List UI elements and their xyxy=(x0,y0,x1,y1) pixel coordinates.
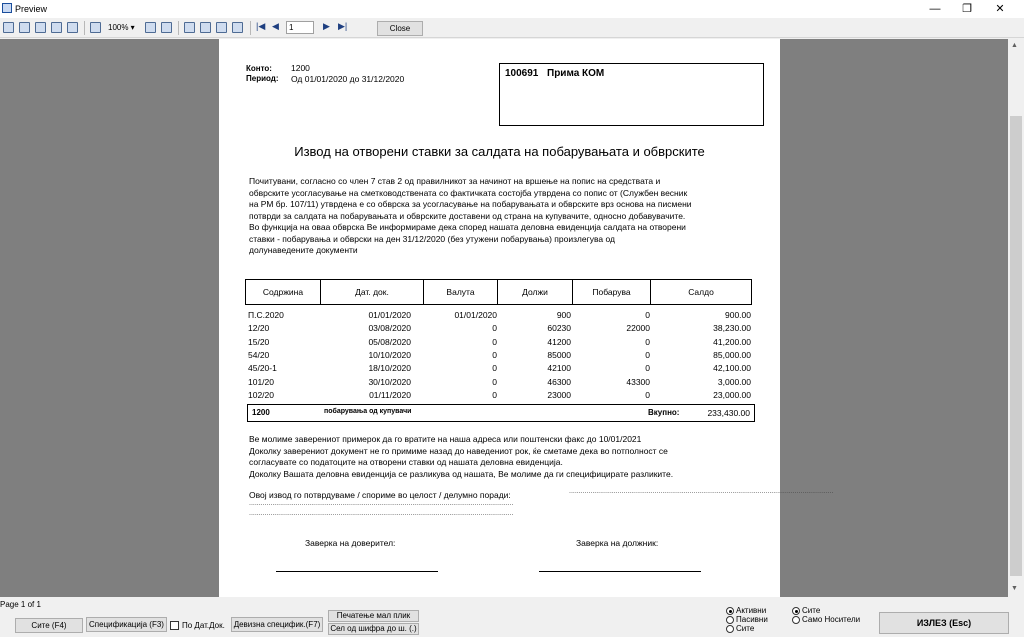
passive-radio[interactable] xyxy=(726,616,734,624)
intro-line: долунаведените документи xyxy=(249,245,358,255)
debtor-signature-label: Заверка на должник: xyxy=(576,538,659,548)
cell-credit: 43300 xyxy=(626,376,650,387)
cell-debit: 85000 xyxy=(547,349,571,360)
cell-doc-date: 10/10/2020 xyxy=(368,349,411,360)
report-page xyxy=(219,39,834,597)
dotted-line: ........................................................................................................................................ xyxy=(569,488,834,495)
total-row xyxy=(247,404,755,422)
prev-page-icon[interactable]: ◀ xyxy=(272,21,279,31)
cell-content: 54/20 xyxy=(248,349,270,360)
cell-currency: 0 xyxy=(492,376,497,387)
total-description: побарувања од купувачи xyxy=(324,408,412,415)
scroll-up-icon[interactable]: ▲ xyxy=(1011,42,1018,49)
cell-debit: 60230 xyxy=(547,323,571,334)
intro-line: потврди за салдата на побарувањата и обврските доставени од страна на купувачите, односно добавувачите. xyxy=(249,210,686,221)
creditor-signature-line xyxy=(276,571,438,572)
cell-credit: 0 xyxy=(645,349,650,360)
all-radio-label: Сите xyxy=(736,624,755,633)
cell-content: 15/20 xyxy=(248,336,270,347)
zoom-out-icon[interactable] xyxy=(145,22,156,33)
minimize-button[interactable]: — xyxy=(929,3,941,15)
all-carriers-radio[interactable] xyxy=(792,607,800,615)
column-header: Валута xyxy=(424,280,498,304)
exit-button[interactable]: ИЗЛЕЗ (Esc) xyxy=(879,612,1009,634)
total-value: 233,430.00 xyxy=(707,408,750,418)
notice-paragraph xyxy=(249,434,673,480)
find-icon[interactable] xyxy=(67,22,78,33)
document-title: Извод на отворени ставки за салдата на побарувањата и обврските xyxy=(294,144,705,159)
notice-line: Доколку Вашата деловна евиденција се разликува од нашата, Ве молиме да ги специфицирате разликите. xyxy=(249,468,674,479)
print-envelope-button[interactable]: Печатење мал плик xyxy=(328,610,419,622)
title-bar xyxy=(0,0,1024,18)
active-radio[interactable] xyxy=(726,607,734,615)
last-page-icon[interactable]: ▶| xyxy=(338,21,348,31)
cell-credit: 0 xyxy=(645,363,650,374)
column-header: Дат. док. xyxy=(321,280,424,304)
carriers-only-label: Само Носители xyxy=(802,615,861,624)
by-date-label: По Дат.Док. xyxy=(182,621,225,630)
cell-credit: 0 xyxy=(645,389,650,400)
select-code-range-button[interactable]: Сел од шифра до ш. (.) xyxy=(328,623,419,635)
period-value: Од 01/01/2020 до 31/12/2020 xyxy=(291,74,405,84)
confirm-text: Овој извод го потврдуваме / спориме во целост / делумно поради: xyxy=(249,490,511,500)
carriers-only-radio[interactable] xyxy=(792,616,800,624)
toolbar-separator xyxy=(250,21,251,35)
column-header: Побарува xyxy=(573,280,651,304)
zoom-select[interactable]: 100% ▾ xyxy=(108,23,135,32)
dotted-line: ........................................................................................................................................ xyxy=(249,500,514,507)
two-pages-icon[interactable] xyxy=(200,22,211,33)
page-number-input[interactable]: 1 xyxy=(286,21,314,34)
cell-currency: 0 xyxy=(492,336,497,347)
cell-doc-date: 01/01/2020 xyxy=(368,310,411,320)
app-icon xyxy=(2,3,12,13)
notice-line: Ве молиме заверениот примерок да го вратите на наша адреса или поштенски факс до 10/01/2021 xyxy=(249,434,642,444)
scrollbar-thumb[interactable] xyxy=(1010,116,1022,576)
intro-line: Почитувани, согласно со член 7 став 2 од правилникот за начинот на вршење на попис на средствата и xyxy=(249,176,661,186)
page-width-icon[interactable] xyxy=(161,22,172,33)
close-window-button[interactable]: ✕ xyxy=(995,3,1005,15)
cell-credit: 0 xyxy=(645,310,650,320)
cell-credit: 0 xyxy=(645,336,650,347)
total-label: Вкупно: xyxy=(648,408,680,417)
page-info: Page 1 of 1 xyxy=(0,600,41,609)
cell-balance: 85,000.00 xyxy=(713,349,751,360)
all-radio[interactable] xyxy=(726,625,734,633)
column-header: Должи xyxy=(498,280,573,304)
page-setup-icon[interactable] xyxy=(216,22,227,33)
intro-line: обврските усогласување на сметководствената со фактичката состојба утврдена со попис от (Службен весник xyxy=(249,187,688,198)
cell-balance: 41,200.00 xyxy=(713,336,751,347)
intro-line: Во функција на оваа обврска Ве информираме дека според нашата деловна евиденција салдата на отворени xyxy=(249,222,686,232)
window-title: Preview xyxy=(15,4,48,14)
intro-line: ставки - побарувања и обврски на ден 31/12/2020 (без утужени побарувања) произлегува од xyxy=(249,233,615,244)
cell-debit: 900 xyxy=(556,310,571,320)
by-date-checkbox[interactable] xyxy=(170,621,179,630)
cell-content: П.С.2020 xyxy=(248,310,284,320)
currency-spec-button[interactable]: Девизна специфик.(F7) xyxy=(231,617,323,632)
maximize-button[interactable]: ❐ xyxy=(962,3,972,15)
cell-currency: 0 xyxy=(492,349,497,360)
cell-debit: 23000 xyxy=(547,389,571,400)
cell-debit: 41200 xyxy=(547,336,571,347)
notice-line: согласувате со податоците на отворени ставки од нашата деловна евиденција. xyxy=(249,457,563,467)
cell-balance: 38,230.00 xyxy=(713,323,751,334)
cell-debit: 46300 xyxy=(547,376,571,387)
konto-value: 1200 xyxy=(291,63,310,73)
cell-credit: 22000 xyxy=(626,323,650,334)
specification-button[interactable]: Спецификација (F3) xyxy=(86,617,167,632)
bottom-bar xyxy=(0,597,1024,637)
edit-icon[interactable] xyxy=(232,22,243,33)
next-page-icon[interactable]: ▶ xyxy=(323,21,330,31)
preview-area[interactable] xyxy=(0,39,1008,597)
column-header: Салдо xyxy=(688,287,714,297)
address-box xyxy=(499,63,764,126)
cell-doc-date: 18/10/2020 xyxy=(368,363,411,374)
debtor-signature-line xyxy=(539,571,701,572)
active-label: Активни xyxy=(736,606,767,615)
partner-code: 100691 xyxy=(505,68,539,79)
passive-label: Пасивни xyxy=(736,615,768,624)
creditor-signature-label: Заверка на доверител: xyxy=(305,538,396,548)
cell-currency: 01/01/2020 xyxy=(454,310,497,320)
notice-line: Доколку заверениот документ не го примиме назад до наведениот рок, ќе сметаме дека во потполност се xyxy=(249,445,668,456)
cell-currency: 0 xyxy=(492,323,497,334)
toolbar-separator xyxy=(84,21,85,35)
dotted-line: ........................................................................................................................................ xyxy=(249,510,514,517)
toolbar-separator xyxy=(178,21,179,35)
konto-label: Конто: xyxy=(246,64,272,73)
table-header xyxy=(245,279,752,305)
column-header: Содржина xyxy=(246,280,321,304)
cell-balance: 23,000.00 xyxy=(713,389,751,400)
cell-doc-date: 03/08/2020 xyxy=(368,323,411,334)
cell-balance: 900.00 xyxy=(725,310,751,320)
all-carriers-label: Сите xyxy=(802,606,821,615)
partner-name: Прима КОМ xyxy=(547,68,605,79)
intro-paragraph xyxy=(249,176,749,257)
print-preview-icon[interactable] xyxy=(51,22,62,33)
total-konto: 1200 xyxy=(252,408,270,417)
cell-content: 101/20 xyxy=(248,376,274,387)
cell-currency: 0 xyxy=(492,389,497,400)
toolbar xyxy=(0,18,1024,38)
save-icon[interactable] xyxy=(35,22,46,33)
cell-content: 45/20-1 xyxy=(248,363,277,374)
open-icon[interactable] xyxy=(19,22,30,33)
all-button[interactable]: Сите (F4) xyxy=(15,618,83,633)
cell-balance: 42,100.00 xyxy=(713,363,751,374)
cell-doc-date: 05/08/2020 xyxy=(368,336,411,347)
cell-doc-date: 01/11/2020 xyxy=(369,389,411,400)
scroll-down-icon[interactable]: ▼ xyxy=(1011,585,1018,592)
cell-content: 102/20 xyxy=(248,389,274,400)
cell-content: 12/20 xyxy=(248,323,270,334)
first-page-icon[interactable]: |◀ xyxy=(256,21,266,31)
single-page-icon[interactable] xyxy=(184,22,195,33)
print-icon[interactable] xyxy=(3,22,14,33)
cell-doc-date: 30/10/2020 xyxy=(368,376,411,387)
zoom-in-icon[interactable] xyxy=(90,22,101,33)
cell-balance: 3,000.00 xyxy=(717,376,751,387)
period-label: Период: xyxy=(246,74,279,83)
cell-debit: 42100 xyxy=(547,363,571,374)
close-preview-button[interactable]: Close xyxy=(377,21,423,36)
intro-line: на РМ бр. 107/11) утврдена е со обврска за усогласување на побарувањата и обврските врз основа на писмени xyxy=(249,199,692,209)
cell-currency: 0 xyxy=(492,363,497,374)
